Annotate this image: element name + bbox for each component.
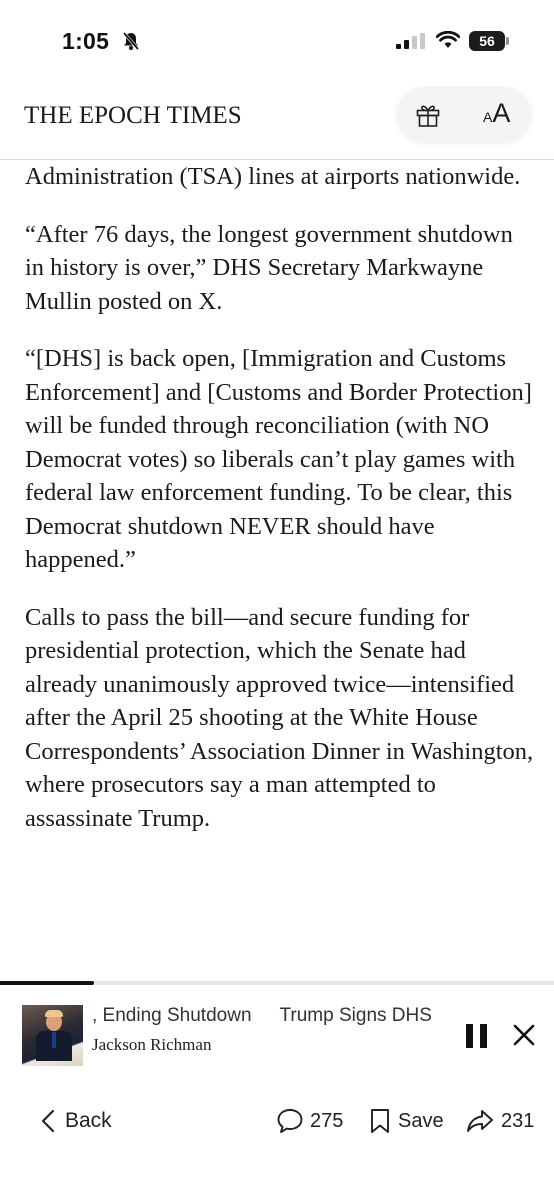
- app-header: [0, 86, 554, 160]
- cellular-signal-icon: [396, 33, 426, 49]
- share-button[interactable]: [465, 1107, 535, 1141]
- article-paragraph: “[DHS] is back open, [Immigration and Customs Enforcement] and [Customs and Border Protection] will be funded through reconciliation (with NO Democrat votes) so liberals can’t play games with federal law enforcement funding. To be clear, this Democrat shutdown NEVER should have happened.”: [25, 345, 532, 573]
- wifi-icon: [436, 31, 460, 49]
- font-size-button[interactable]: [483, 98, 510, 129]
- share-count: 231: [501, 1110, 535, 1132]
- battery-cap: [506, 37, 509, 45]
- header-actions: [397, 87, 531, 142]
- bottom-toolbar: [0, 1075, 554, 1200]
- audio-player[interactable]: [0, 985, 554, 1075]
- comments-button[interactable]: [276, 1107, 344, 1141]
- article-thumbnail: [22, 1005, 83, 1066]
- track-title-marquee: [92, 1005, 454, 1027]
- status-time: 1:05: [62, 28, 110, 54]
- comment-bubble-icon: [276, 1107, 304, 1135]
- save-button[interactable]: [368, 1107, 444, 1141]
- article-paragraph: “After 76 days, the longest government shutdown in history is over,” DHS Secretary Markwayne Mullin posted on X.: [25, 220, 513, 315]
- article-paragraph: Calls to pass the bill—and secure funding for presidential protection, which the Senate had already unanimously approved twice—intensified after the April 25 shooting at the White House Correspondents’ Association Dinner in Washington, where prosecutors say a man attempted to assassinate Trump.: [25, 603, 534, 832]
- status-bar: [0, 0, 554, 86]
- save-label: Save: [398, 1110, 444, 1132]
- bookmark-icon: [368, 1107, 392, 1135]
- chevron-left-icon: [40, 1109, 56, 1133]
- back-label: Back: [65, 1109, 112, 1132]
- share-arrow-icon: [465, 1107, 495, 1135]
- track-title-part: Trump Signs DHS: [279, 1005, 432, 1026]
- comments-count: 275: [310, 1110, 344, 1132]
- pause-button[interactable]: [466, 1024, 490, 1048]
- track-title-part: , Ending Shutdown: [92, 1005, 252, 1026]
- close-icon[interactable]: [512, 1023, 536, 1047]
- battery-indicator: 56: [469, 31, 505, 51]
- publication-logo[interactable]: THE EPOCH TIMES: [24, 102, 242, 129]
- article-paragraph: Administration (TSA) lines at airports nationwide.: [25, 163, 521, 190]
- article-body: [25, 160, 535, 859]
- font-size-small-glyph: A: [483, 109, 493, 125]
- track-author: Jackson Richman: [92, 1035, 212, 1054]
- font-size-large-glyph: A: [492, 98, 511, 128]
- bell-slash-icon: [122, 31, 140, 51]
- gift-icon[interactable]: [415, 102, 441, 128]
